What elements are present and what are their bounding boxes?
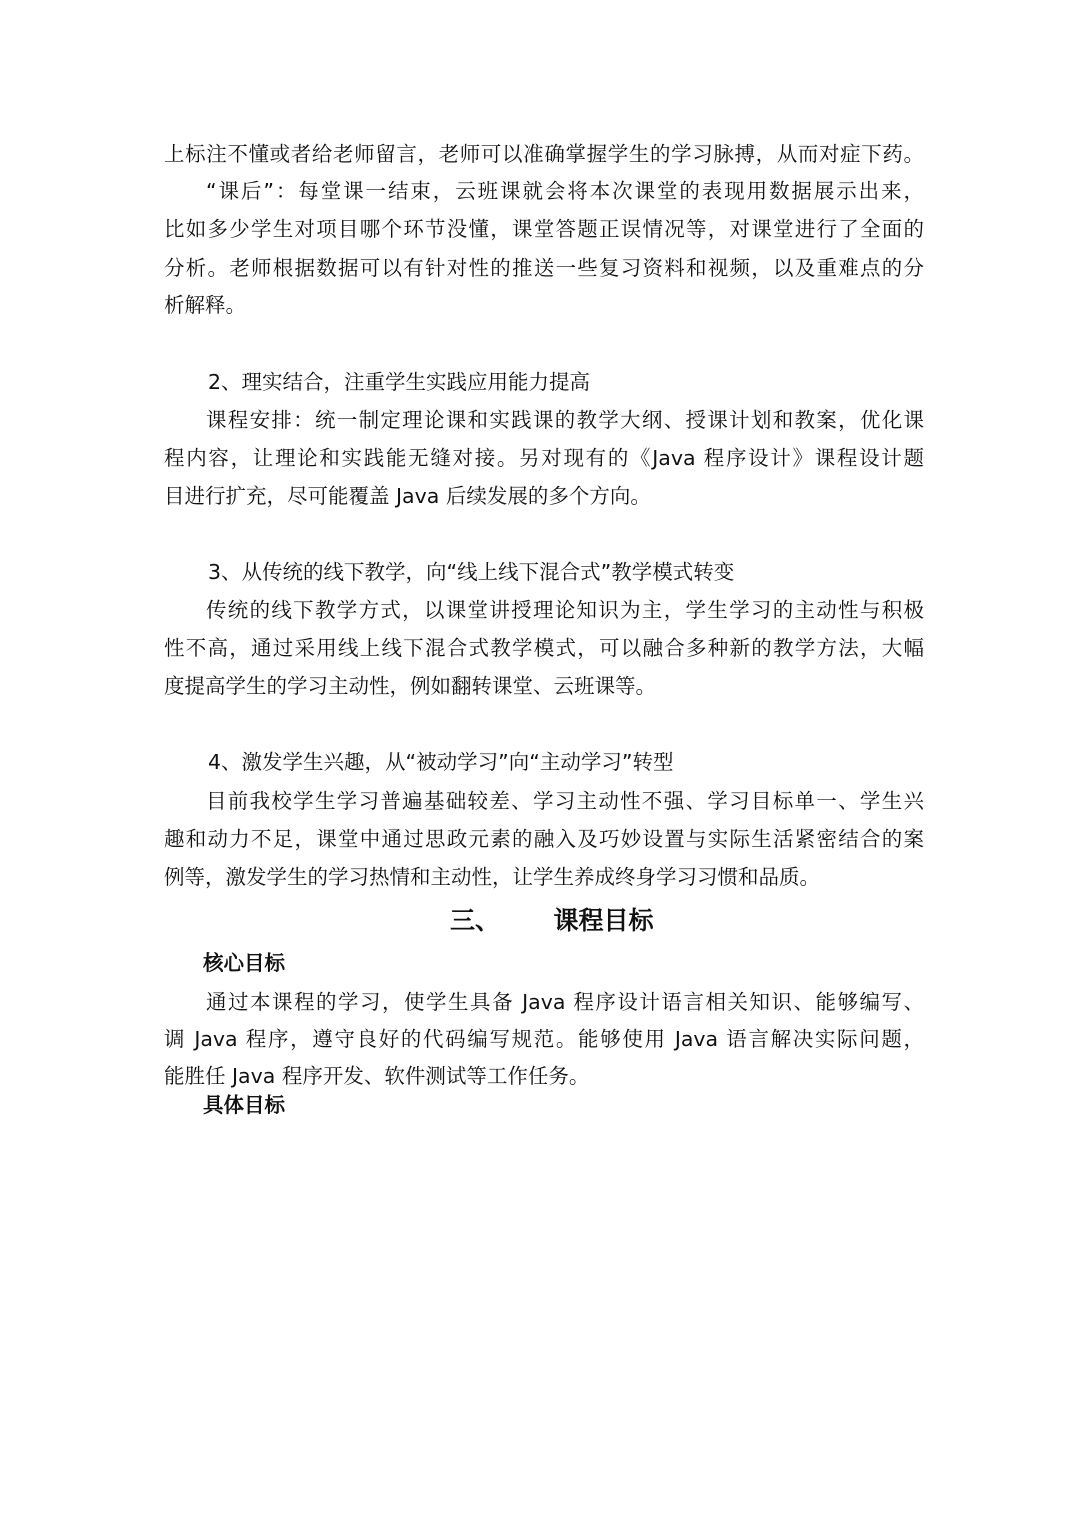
- intro-line-4: 分析。老师根据数据可以有针对性的推送一些复习资料和视频，以及重难点的分: [164, 256, 924, 280]
- specific-goal-heading: 具体目标: [203, 1093, 285, 1117]
- item4-line-3: 例等，激发学生的学习热情和主动性，让学生养成终身学习习惯和品质。: [164, 865, 820, 889]
- intro-line-3: 比如多少学生对项目哪个环节没懂，课堂答题正误情况等，对课堂进行了全面的: [164, 217, 924, 241]
- item2-heading: 2、理实结合，注重学生实践应用能力提高: [208, 370, 591, 394]
- item4-line-1: 目前我校学生学习普遍基础较差、学习主动性不强、学习目标单一、学生兴: [206, 789, 924, 813]
- core-goal-line-3: 能胜任 Java 程序开发、软件测试等工作任务。: [164, 1064, 590, 1088]
- item2-line-2: 程内容，让理论和实践能无缝对接。另对现有的《Java 程序设计》课程设计题: [164, 446, 924, 470]
- core-goal-heading: 核心目标: [203, 951, 285, 975]
- item3-line-3: 度提高学生的学习主动性，例如翻转课堂、云班课等。: [164, 674, 656, 698]
- core-goal-line-2: 调 Java 程序，遵守良好的代码编写规范。能够使用 Java 语言解决实际问题，: [164, 1027, 924, 1051]
- core-goal-line-1: 通过本课程的学习，使学生具备 Java 程序设计语言相关知识、能够编写、: [206, 990, 924, 1014]
- section-title: [450, 904, 653, 938]
- item2-line-1: 课程安排：统一制定理论课和实践课的教学大纲、授课计划和教案，优化课: [206, 408, 924, 432]
- item2-line-3: 目进行扩充，尽可能覆盖 Java 后续发展的多个方向。: [164, 484, 651, 508]
- intro-line-5: 析解释。: [164, 293, 246, 317]
- item3-heading: 3、从传统的线下教学，向“线上线下混合式”教学模式转变: [208, 560, 735, 584]
- intro-line-2: “课后”：每堂课一结束，云班课就会将本次课堂的表现用数据展示出来，: [206, 179, 924, 203]
- item3-line-2: 性不高，通过采用线上线下混合式教学模式，可以融合多种新的教学方法，大幅: [164, 636, 924, 660]
- item4-line-2: 趣和动力不足，课堂中通过思政元素的融入及巧妙设置与实际生活紧密结合的案: [164, 827, 924, 851]
- item3-line-1: 传统的线下教学方式，以课堂讲授理论知识为主，学生学习的主动性与积极: [206, 598, 924, 622]
- intro-line-1: 上标注不懂或者给老师留言，老师可以准确掌握学生的学习脉搏，从而对症下药。: [164, 142, 924, 166]
- section-number: 三、: [450, 906, 501, 935]
- section-title-text: 课程目标: [553, 906, 654, 935]
- item4-heading: 4、激发学生兴趣，从“被动学习”向“主动学习”转型: [208, 750, 674, 774]
